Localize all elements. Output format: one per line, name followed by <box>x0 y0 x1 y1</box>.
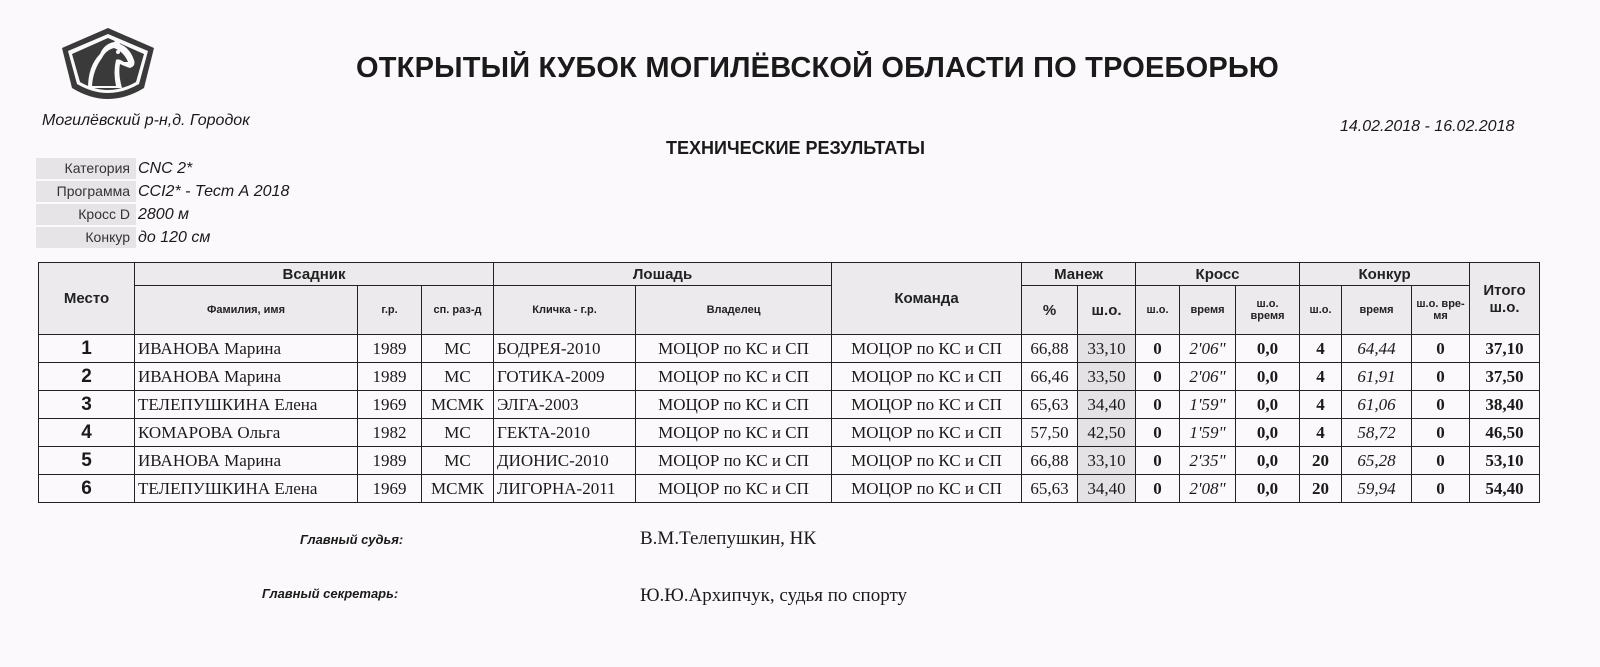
event-meta <box>36 157 289 249</box>
header-team: Команда <box>832 263 1022 335</box>
dressage-penalty-cell: 42,50 <box>1078 419 1136 447</box>
cross-penalty-cell: 0 <box>1136 391 1180 419</box>
header-rider-name: Фамилия, имя <box>135 286 358 335</box>
table-row <box>39 391 1540 419</box>
owner-cell: МОЦОР по КС и СП <box>636 335 832 363</box>
rider-cell: ИВАНОВА Марина <box>135 363 358 391</box>
jump-time-penalty-cell: 0 <box>1412 475 1470 503</box>
header-horse: Лошадь <box>494 263 832 286</box>
jump-time-cell: 61,06 <box>1342 391 1412 419</box>
total-cell: 37,50 <box>1470 363 1540 391</box>
dressage-penalty-cell: 34,40 <box>1078 391 1136 419</box>
owner-cell: МОЦОР по КС и СП <box>636 391 832 419</box>
total-cell: 46,50 <box>1470 419 1540 447</box>
jump-time-cell: 59,94 <box>1342 475 1412 503</box>
place-cell: 3 <box>39 391 135 419</box>
header-jumping: Конкур <box>1300 263 1470 286</box>
team-cell: МОЦОР по КС и СП <box>832 419 1022 447</box>
table-row <box>39 447 1540 475</box>
dressage-penalty-cell: 33,50 <box>1078 363 1136 391</box>
header-cross-time-penalty: ш.о. время <box>1236 286 1300 335</box>
cross-time-penalty-cell: 0,0 <box>1236 391 1300 419</box>
cross-penalty-cell: 0 <box>1136 447 1180 475</box>
cross-time-cell: 1'59" <box>1180 391 1236 419</box>
rank-cell: МС <box>422 419 494 447</box>
meta-row-program <box>36 180 289 203</box>
birth-year-cell: 1969 <box>358 391 422 419</box>
jump-penalty-cell: 20 <box>1300 447 1342 475</box>
team-cell: МОЦОР по КС и СП <box>832 447 1022 475</box>
header-rank: сп. раз-д <box>422 286 494 335</box>
percent-cell: 66,88 <box>1022 447 1078 475</box>
cross-time-cell: 2'06" <box>1180 363 1236 391</box>
table-row <box>39 335 1540 363</box>
jump-time-cell: 64,44 <box>1342 335 1412 363</box>
header-cross-time: время <box>1180 286 1236 335</box>
horse-cell: БОДРЕЯ-2010 <box>494 335 636 363</box>
horse-logo-icon <box>58 26 158 106</box>
horse-cell: ЭЛГА-2003 <box>494 391 636 419</box>
total-cell: 53,10 <box>1470 447 1540 475</box>
rank-cell: МС <box>422 447 494 475</box>
meta-row-cross <box>36 203 289 226</box>
place-cell: 5 <box>39 447 135 475</box>
percent-cell: 65,63 <box>1022 391 1078 419</box>
header-birth-year: г.р. <box>358 286 422 335</box>
owner-cell: МОЦОР по КС и СП <box>636 419 832 447</box>
meta-value: CNC 2* <box>138 159 193 177</box>
meta-label: Программа <box>36 181 136 202</box>
team-cell: МОЦОР по КС и СП <box>832 335 1022 363</box>
jump-time-cell: 61,91 <box>1342 363 1412 391</box>
page-title: ОТКРЫТЫЙ КУБОК МОГИЛЁВСКОЙ ОБЛАСТИ ПО ТРОЕБОРЬЮ <box>356 52 1280 84</box>
total-cell: 38,40 <box>1470 391 1540 419</box>
horse-cell: ЛИГОРНА-2011 <box>494 475 636 503</box>
cross-time-cell: 2'06" <box>1180 335 1236 363</box>
jump-penalty-cell: 4 <box>1300 419 1342 447</box>
header-dressage: Манеж <box>1022 263 1136 286</box>
results-table <box>38 262 1540 503</box>
jump-time-penalty-cell: 0 <box>1412 447 1470 475</box>
meta-label: Конкур <box>36 227 136 248</box>
meta-value: CCI2* - Тест А 2018 <box>138 182 290 200</box>
header-cross-penalty: ш.о. <box>1136 286 1180 335</box>
horse-cell: ДИОНИС-2010 <box>494 447 636 475</box>
percent-cell: 66,46 <box>1022 363 1078 391</box>
meta-label: Кросс D <box>36 204 136 225</box>
chief-judge-label: Главный судья: <box>300 532 404 547</box>
cross-penalty-cell: 0 <box>1136 419 1180 447</box>
header-jump-time: время <box>1342 286 1412 335</box>
header-owner: Владелец <box>636 286 832 335</box>
jump-penalty-cell: 4 <box>1300 335 1342 363</box>
team-cell: МОЦОР по КС и СП <box>832 475 1022 503</box>
jump-time-cell: 58,72 <box>1342 419 1412 447</box>
rank-cell: МС <box>422 363 494 391</box>
table-row <box>39 419 1540 447</box>
rider-cell: ИВАНОВА Марина <box>135 447 358 475</box>
secretary-label: Главный секретарь: <box>262 586 399 601</box>
rider-cell: ТЕЛЕПУШКИНА Елена <box>135 391 358 419</box>
cross-time-penalty-cell: 0,0 <box>1236 335 1300 363</box>
horse-cell: ГОТИКА-2009 <box>494 363 636 391</box>
meta-row-category <box>36 157 289 180</box>
cross-penalty-cell: 0 <box>1136 363 1180 391</box>
table-row <box>39 363 1540 391</box>
cross-penalty-cell: 0 <box>1136 335 1180 363</box>
birth-year-cell: 1989 <box>358 363 422 391</box>
jump-time-penalty-cell: 0 <box>1412 335 1470 363</box>
horse-cell: ГЕКТА-2010 <box>494 419 636 447</box>
header-jump-time-penalty: ш.о. вре-мя <box>1412 286 1470 335</box>
dressage-penalty-cell: 33,10 <box>1078 447 1136 475</box>
jump-penalty-cell: 4 <box>1300 363 1342 391</box>
meta-label: Категория <box>36 158 136 179</box>
rank-cell: МСМК <box>422 391 494 419</box>
rank-cell: МС <box>422 335 494 363</box>
header-dressage-penalty: ш.о. <box>1078 286 1136 335</box>
cross-penalty-cell: 0 <box>1136 475 1180 503</box>
document-subtitle: ТЕХНИЧЕСКИЕ РЕЗУЛЬТАТЫ <box>666 138 925 158</box>
owner-cell: МОЦОР по КС и СП <box>636 447 832 475</box>
percent-cell: 66,88 <box>1022 335 1078 363</box>
birth-year-cell: 1989 <box>358 335 422 363</box>
meta-value: до 120 см <box>138 228 211 246</box>
birth-year-cell: 1969 <box>358 475 422 503</box>
header-place: Место <box>39 263 135 335</box>
header-cross: Кросс <box>1136 263 1300 286</box>
secretary-name: Ю.Ю.Архипчук, судья по спорту <box>640 585 908 606</box>
cross-time-penalty-cell: 0,0 <box>1236 363 1300 391</box>
event-location: Могилёвский р-н,д. Городок <box>42 112 250 129</box>
team-cell: МОЦОР по КС и СП <box>832 363 1022 391</box>
dressage-penalty-cell: 34,40 <box>1078 475 1136 503</box>
total-cell: 54,40 <box>1470 475 1540 503</box>
meta-value: 2800 м <box>138 205 190 223</box>
place-cell: 2 <box>39 363 135 391</box>
jump-time-penalty-cell: 0 <box>1412 419 1470 447</box>
percent-cell: 57,50 <box>1022 419 1078 447</box>
place-cell: 4 <box>39 419 135 447</box>
jump-time-penalty-cell: 0 <box>1412 363 1470 391</box>
birth-year-cell: 1989 <box>358 447 422 475</box>
place-cell: 6 <box>39 475 135 503</box>
jump-time-penalty-cell: 0 <box>1412 391 1470 419</box>
rider-cell: ТЕЛЕПУШКИНА Елена <box>135 475 358 503</box>
dressage-penalty-cell: 33,10 <box>1078 335 1136 363</box>
jump-penalty-cell: 4 <box>1300 391 1342 419</box>
rider-cell: ИВАНОВА Марина <box>135 335 358 363</box>
rank-cell: МСМК <box>422 475 494 503</box>
jump-time-cell: 65,28 <box>1342 447 1412 475</box>
cross-time-cell: 1'59" <box>1180 419 1236 447</box>
header-rider: Всадник <box>135 263 494 286</box>
birth-year-cell: 1982 <box>358 419 422 447</box>
table-row <box>39 475 1540 503</box>
meta-row-jumping <box>36 226 289 249</box>
owner-cell: МОЦОР по КС и СП <box>636 363 832 391</box>
place-cell: 1 <box>39 335 135 363</box>
header-percent: % <box>1022 286 1078 335</box>
cross-time-penalty-cell: 0,0 <box>1236 447 1300 475</box>
owner-cell: МОЦОР по КС и СП <box>636 475 832 503</box>
percent-cell: 65,63 <box>1022 475 1078 503</box>
cross-time-cell: 2'08" <box>1180 475 1236 503</box>
rider-cell: КОМАРОВА Ольга <box>135 419 358 447</box>
team-cell: МОЦОР по КС и СП <box>832 391 1022 419</box>
cross-time-cell: 2'35" <box>1180 447 1236 475</box>
jump-penalty-cell: 20 <box>1300 475 1342 503</box>
header-horse-name: Кличка - г.р. <box>494 286 636 335</box>
header-total: Итого ш.о. <box>1470 263 1540 335</box>
cross-time-penalty-cell: 0,0 <box>1236 475 1300 503</box>
total-cell: 37,10 <box>1470 335 1540 363</box>
event-dates: 14.02.2018 - 16.02.2018 <box>1340 118 1515 135</box>
chief-judge-name: В.М.Телепушкин, НК <box>640 528 817 549</box>
header-jump-penalty: ш.о. <box>1300 286 1342 335</box>
cross-time-penalty-cell: 0,0 <box>1236 419 1300 447</box>
